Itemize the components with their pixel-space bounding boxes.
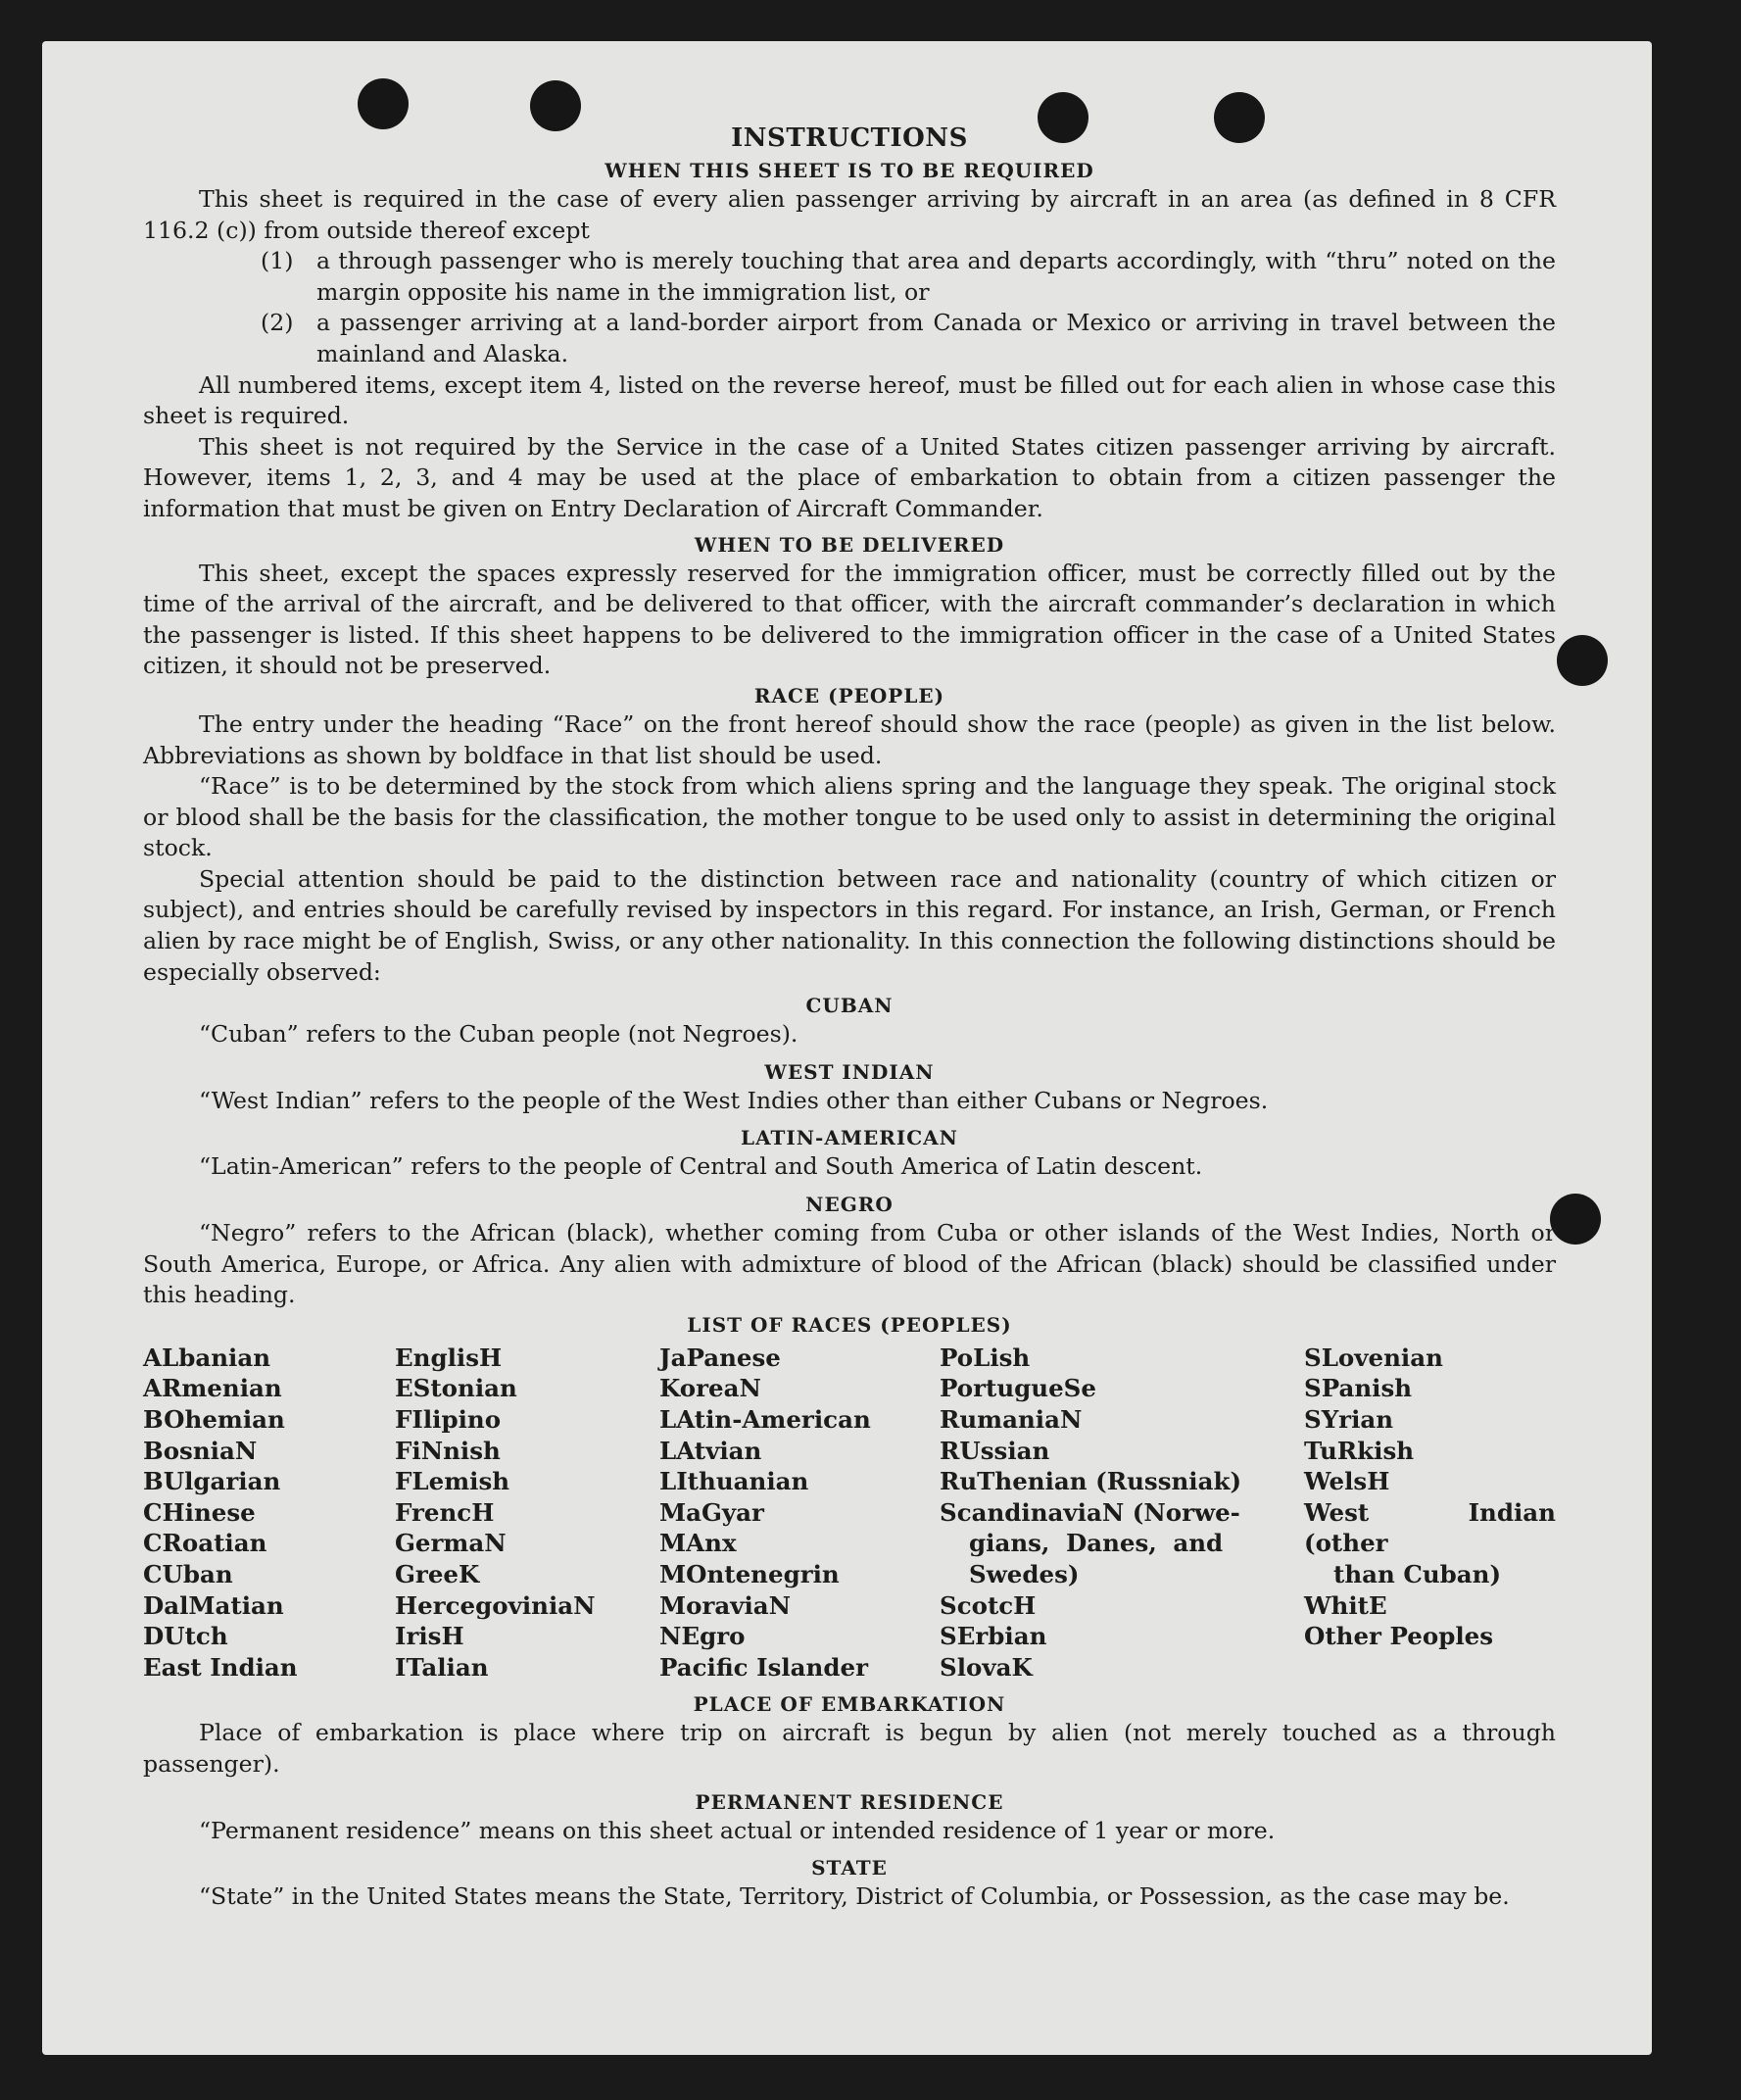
race-item: RumaniaN [940, 1405, 1083, 1434]
race-item: TuRkish [1304, 1436, 1415, 1465]
punch-hole [1557, 635, 1608, 686]
races-column [659, 1343, 940, 1684]
race-item: EStonian [395, 1374, 517, 1403]
paragraph: “Permanent residence” means on this sheet actual or intended residence of 1 year or more. [199, 1816, 1276, 1844]
race-item: DalMatian [143, 1590, 284, 1620]
exception-item [143, 246, 1556, 308]
race-item: MoraviaN [659, 1590, 792, 1620]
race-item: PortugueSe [940, 1374, 1096, 1403]
paragraph: All numbered items, except item 4, listed on the reverse hereof, must be filled out for each alien in whose case this sheet is required. [143, 370, 1556, 430]
race-item: RuThenian (Russniak) [940, 1467, 1242, 1496]
paragraph: This sheet is not required by the Service in the case of a United States citizen passenger arriving by aircraft. However, items 1, 2, 3, and 4 may be used at the place of embarkation to obtain from a citizen passenger the information that must be given on Entry Declaration of Aircraft Commander. [143, 432, 1556, 522]
paragraph: “Race” is to be determined by the stock from which aliens spring and the language they speak. The original stock or blood shall be the basis for the classification, the mother tongue to be used only to assist in determining the original stock. [143, 772, 1556, 862]
definition-heading: WEST INDIAN [764, 1059, 935, 1084]
race-item: MAnx [659, 1529, 737, 1558]
section-heading: PLACE OF EMBARKATION [693, 1692, 1006, 1717]
race-item: SErbian [940, 1622, 1047, 1651]
race-item: CRoatian [143, 1529, 267, 1558]
race-item: KoreaN [659, 1374, 761, 1403]
race-item: MaGyar [659, 1497, 764, 1527]
definition-text: “West Indian” refers to the people of the West Indies other than either Cubans or Negroes. [199, 1086, 1269, 1114]
race-item: BOhemian [143, 1405, 285, 1434]
race-item: WhitE [1304, 1590, 1387, 1620]
race-item: gians, Danes, and [969, 1529, 1224, 1558]
race-item: FrencH [395, 1497, 495, 1527]
paragraph: This sheet, except the spaces expressly reserved for the immigration officer, must be correctly filled out by the time of the arrival of the aircraft, and be delivered to that officer, with the aircraft commander’s declaration in which the passenger is listed. If this sheet happens to be delivered to the immigration officer in the case of a United States citizen, it should not be preserved. [143, 559, 1556, 680]
item-number: (2) [261, 309, 294, 337]
race-item: GermaN [395, 1529, 507, 1558]
paragraph: This sheet is required in the case of every alien passenger arriving by aircraft in an area (as defined in 8 CFR 116.2 (c)) from outside thereof except [143, 185, 1556, 244]
section-heading: WHEN TO BE DELIVERED [694, 532, 1005, 557]
section-heading: LIST OF RACES (PEOPLES) [687, 1312, 1012, 1337]
section-heading: STATE [811, 1856, 888, 1880]
race-item: Other Peoples [1304, 1622, 1494, 1651]
race-item: East Indian [143, 1652, 298, 1682]
race-item: CUban [143, 1559, 233, 1588]
paragraph: The entry under the heading “Race” on the front hereof should show the race (people) as given in the list below. Abbreviations as shown by boldface in that list should be used. [143, 709, 1556, 769]
races-column [940, 1343, 1304, 1684]
race-item: Swedes) [969, 1559, 1080, 1588]
definition-text: “Latin-American” refers to the people of Central and South America of Latin descent. [199, 1152, 1203, 1181]
race-item: IrisH [395, 1622, 464, 1651]
race-item: LAtin-American [659, 1405, 871, 1434]
race-item: BUlgarian [143, 1467, 281, 1496]
race-item: ITalian [395, 1652, 489, 1682]
race-item: RUssian [940, 1436, 1050, 1465]
race-item: West Indian (other [1304, 1497, 1556, 1558]
race-item: ALbanian [143, 1343, 271, 1372]
paragraph: Special attention should be paid to the distinction between race and nationality (country of which citizen or subject), and entries should be carefully revised by inspectors in this regard. For instance, an Irish, German, or French alien by race might be of English, Swiss, or any other nationality. In this connection the following distinctions should be especially observed: [143, 864, 1556, 986]
race-item: SPanish [1304, 1374, 1413, 1403]
races-column [1304, 1343, 1556, 1684]
punch-hole [1550, 1194, 1601, 1245]
definition-text: “Negro” refers to the African (black), whether coming from Cuba or other islands of the West Indies, North or South America, Europe, or Africa. Any alien with admixture of blood of the African (black) should be classified under this heading. [143, 1219, 1556, 1309]
race-item: SLovenian [1304, 1343, 1443, 1372]
section-heading: RACE (PEOPLE) [753, 683, 945, 708]
definition-heading: LATIN-AMERICAN [741, 1126, 958, 1150]
race-item: FLemish [395, 1467, 510, 1496]
race-item: HercegoviniaN [395, 1590, 596, 1620]
definition-heading: NEGRO [805, 1193, 894, 1217]
item-number: (1) [261, 247, 294, 275]
paragraph: “State” in the United States means the State, Territory, District of Columbia, or Possession, as the case may be. [199, 1882, 1510, 1911]
race-item: SYrian [1304, 1405, 1394, 1434]
race-item: ScandinaviaN (Norwe- [940, 1497, 1240, 1527]
race-item: than Cuban) [1333, 1559, 1502, 1588]
race-item: ScotcH [940, 1590, 1037, 1620]
race-item: CHinese [143, 1497, 256, 1527]
race-item: Pacific Islander [659, 1652, 868, 1682]
race-item: MOntenegrin [659, 1559, 840, 1588]
race-item: JaPanese [659, 1343, 781, 1372]
race-item: LIthuanian [659, 1467, 809, 1496]
exception-item [143, 308, 1556, 369]
item-text: a through passenger who is merely touching that area and departs accordingly, with “thru” noted on the margin opposite his name in the immigration list, or [316, 247, 1556, 306]
race-item: LAtvian [659, 1436, 762, 1465]
races-column [395, 1343, 659, 1684]
instructions-body [143, 120, 1556, 1913]
race-item: DUtch [143, 1622, 228, 1651]
race-item: GreeK [395, 1559, 480, 1588]
race-item: EnglisH [395, 1343, 503, 1372]
race-item: ARmenian [143, 1374, 282, 1403]
page-title: INSTRUCTIONS [731, 123, 968, 153]
races-column [143, 1343, 395, 1684]
race-item: FiNnish [395, 1436, 501, 1465]
race-item: FIlipino [395, 1405, 502, 1434]
definition-text: “Cuban” refers to the Cuban people (not Negroes). [199, 1020, 798, 1049]
item-text: a passenger arriving at a land-border airport from Canada or Mexico or arriving in travel between the mainland and Alaska. [316, 309, 1556, 367]
race-item: SlovaK [940, 1652, 1033, 1682]
races-list [143, 1343, 1556, 1684]
definition-heading: CUBAN [805, 994, 894, 1018]
race-item: BosniaN [143, 1436, 258, 1465]
race-item: PoLish [940, 1343, 1031, 1372]
race-item: WelsH [1304, 1467, 1390, 1496]
section-heading: WHEN THIS SHEET IS TO BE REQUIRED [605, 159, 1094, 182]
section-heading: PERMANENT RESIDENCE [695, 1789, 1004, 1814]
paragraph: Place of embarkation is place where trip on aircraft is begun by alien (not merely touched as a through passenger). [143, 1719, 1556, 1778]
race-item: NEgro [659, 1622, 746, 1651]
